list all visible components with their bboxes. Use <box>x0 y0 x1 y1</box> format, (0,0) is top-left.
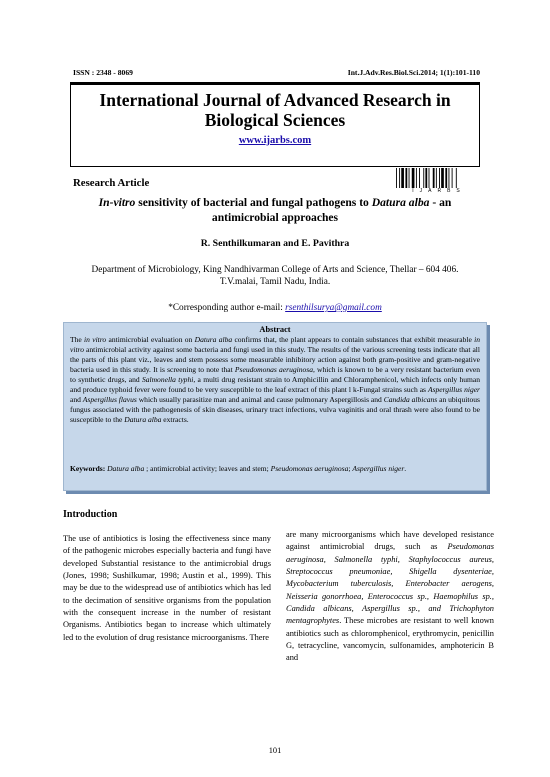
issn: ISSN : 2348 - 8069 <box>73 68 133 77</box>
abstract-box <box>63 322 487 491</box>
barcode-image <box>396 168 482 190</box>
barcode-text: IJARBS <box>412 188 466 194</box>
authors: R. Senthilkumaran and E. Pavithra <box>200 238 350 249</box>
keywords: Keywords: Datura alba ; antimicrobial activity; leaves and stem; Pseudomonas aeruginosa; Aspergillus niger. <box>70 464 407 473</box>
journal-masthead <box>70 82 480 167</box>
abstract-text: The in vitro antimicrobial evaluation on Datura alba confirms that, the plant appears to contain substances that exhibit measurable in vitro antimicrobial activity against some bacteria and fungi used in this study. The results of the various screening tests indicate that all the parts of this plant viz., leaves and stem possess some measurable inhibitory action against both gram-positive and gram-negative bacteria used in this study. It is screening to note that Pseudomonas aeruginosa, which is known to be a very resistant bacterium even to synthetic drugs, and Salmonella typhi, a multi drug resistant strain to Amphicillin and Chloramphenicol, which infects only human and produce typhoid fever were found to be very susceptible to the leaf extract of this plant l k-Fungal strains such as Aspergillus niger and Aspergillus flavus which usually parasitize man and animal and cause pulmonary Aspergillosis and Candida albicans an ubiquitous fungus associated with the pathogenesis of skin diseases, urinary tract infections, vulva vaginitis and oral thrash were also found to be susceptible to the Datura alba extracts. <box>70 335 481 425</box>
page-number: 101 <box>268 746 282 755</box>
citation: Int.J.Adv.Res.Biol.Sci.2014; 1(1):101-110 <box>347 68 480 77</box>
journal-title: International Journal of Advanced Research in Biological Sciences <box>99 90 451 130</box>
intro-right-column: are many microorganisms which have developed resistance against antimicrobial drugs, such as Pseudomonas aeruginosa, Salmonella typhi, Staphylococcus aureus, Streptococcus pneumoniae, Shigella dysenteriae, Mycobacterium tuberculosis, Enterobacter aerogens, Neisseria gonorrhoea, Enterococcus sp., Haemophilus sp., Candida albicans, Aspergillus sp., and Trichophyton mentagrophytes. These microbes are resistant to well known antibiotics such as chloromphenicol, erythromycin, penicillin G, tetracycline, vancomycin, sulfonamides, amphotericin B and <box>286 530 494 663</box>
introduction-heading: Introduction <box>63 509 118 520</box>
author-email-link[interactable]: rsenthilsurya@gmail.com <box>285 303 382 313</box>
article-title: In-vitro sensitivity of bacterial and fungal pathogens to Datura alba - an antimicrobial approaches <box>98 196 452 224</box>
abstract-heading: Abstract <box>259 325 291 334</box>
correspondence: *Corresponding author e-mail: rsenthilsurya@gmail.com <box>168 303 382 313</box>
article-type: Research Article <box>73 177 150 189</box>
intro-left-column: The use of antibiotics is losing the effectiveness since many of the pathogenic microbes especially bacteria and fungi have developed Substantial resistance to the antimicrobial drugs (Jones, 1998; Sushilkumar, 1998; Austin et al., 1999). This may be due to the widespread use of antibiotics which has led to the decimation of sensitive organisms from the population with the consequent increase in the number of resistant Organisms. Antibiotics began to increase which ultimately led to the evolution of drug resistance microorganisms. There <box>63 534 271 642</box>
affiliation: Department of Microbiology, King Nandhivarman College of Arts and Science, Thellar – 604 406. T.V.malai, Tamil Nadu, India. <box>91 265 459 287</box>
journal-url-link[interactable]: www.ijarbs.com <box>238 135 312 146</box>
